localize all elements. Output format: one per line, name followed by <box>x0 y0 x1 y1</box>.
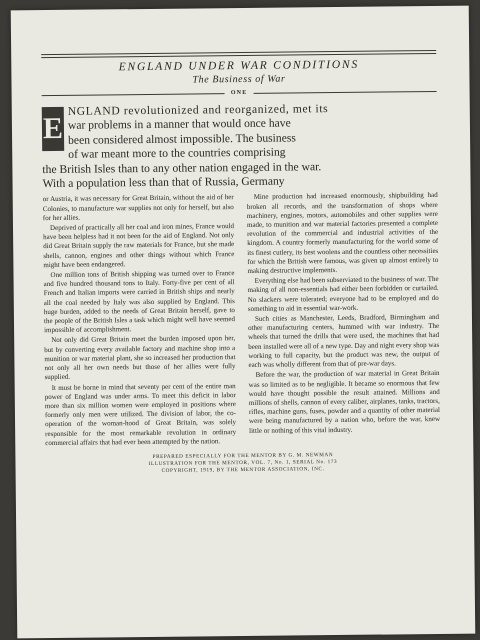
intro-line-3: been considered almost impossible. The business <box>68 131 296 147</box>
body-columns <box>43 191 441 449</box>
footer-line-1: PREPARED ESPECIALLY FOR THE MENTOR BY G. M. NEWMAN <box>152 451 334 460</box>
page-subtitle: The Business of War <box>192 73 286 86</box>
left-paragraph: Not only did Great Britain meet the burden imposed upon her, but by converting every available factory and machine shop into a munition or war material plant, she so increased her production that not only all her own needs but those of her allies were fully supplied. <box>44 334 236 382</box>
intro-line-2: war problems in a manner that would once have <box>67 116 291 133</box>
page-footer <box>45 451 440 476</box>
left-paragraph: One million tons of British shipping was turned over to France and five hundred thousand tons to Italy. Forty-five per cent of all French and Italian imports were carried in British ships and nearly all the coal needed by Italy was also supplied by England. This huge burden, added to the needs of Great Britain herself, gave to the people of the British Isles a task which might well have seemed impossible of accomplishment. <box>43 269 236 335</box>
left-paragraph: or Austria, it was necessary for Great Britain, without the aid of her Colonies, to manufacture war supplies not only for herself, but also for her allies. <box>42 193 234 222</box>
intro-line-6: With a population less than that of Russia, Germany <box>42 174 285 191</box>
document-page <box>11 6 476 639</box>
right-column <box>247 191 441 446</box>
left-paragraph: Deprived of practically all her coal and iron mines, France would have been helpless had it not been for the aid of England. Not only did Great Britain supply the raw materials for France, but she made shells, cannon, engines and other things without which France might have been endangered. <box>43 222 235 269</box>
intro-line-5: the British Isles than to any other nation engaged in the war. <box>42 159 322 176</box>
intro-line-1: NGLAND revolutionized and reorganized, met its <box>67 102 329 118</box>
right-paragraph: Mine production had increased enormously, shipbuilding had broken all records, and the transformation of shops where machinery, engines, motors, automobiles and other supplies were made, to munition and war material factories presented a complete revolution of the commercial and industrial activities of the kingdom. A country formerly manufacturing for the world some of its finest cutlery, its best woolens and the countless other necessities for which the British were famous, was given up almost entirely to making destructive implements. <box>246 191 439 276</box>
intro-paragraph <box>42 101 438 192</box>
drop-cap: E <box>42 107 64 151</box>
section-label: ONE <box>230 89 248 97</box>
footer-line-2: ILLUSTRATION FOR THE MENTOR, VOL. 7, No. 1, SERIAL No. 173 <box>148 458 338 467</box>
separator-line-left <box>42 93 225 96</box>
page-title: ENGLAND UNDER WAR CONDITIONS <box>118 58 360 74</box>
intro-line-4: of war meant more to the countries comprising <box>68 145 286 162</box>
right-paragraph: Such cities as Manchester, Leeds, Bradford, Birmingham and other manufacturing centers, hummed with war industry. The wheels that turned the drills that were used, the machines that had been installed were all of a new type. Day and night every shop was working to full capacity, but the product was new, the output of each was wholly different from that of pre-war days. <box>248 313 440 370</box>
left-paragraph: It must be borne in mind that seventy per cent of the entire man power of England was under arms. To meet this deficit in labor more than six million women were employed in positions where formerly only men were utilized. The division of labor, the co-operation of the woman-hood of Great Britain, was solely responsible for the most remarkable revolution in ordinary commercial affairs that had ever been attempted by the nation. <box>44 381 237 447</box>
right-paragraph: Before the war, the production of war material in Great Britain was so limited as to be negligible. It became so enormous that few would have thought possible the result attained. Millions and millions of shells, cannon of every caliber, airplanes, tanks, tractors, rifles, machine guns, fuses, powder and a quantity of other material were being manufactured by a nation who, before the war, knew little or nothing of this vital industry. <box>248 369 441 435</box>
left-column <box>43 194 237 449</box>
separator-line-right <box>253 90 436 93</box>
page-content <box>41 50 440 476</box>
section-separator <box>42 88 437 98</box>
right-paragraph: Everything else had been subserviated to the business of war. The making of all non-essentials had either been forbidden or curtailed. No slackers were tolerated; everyone had to be employed and do something to aid in essential war-work. <box>247 275 439 313</box>
footer-line-3: COPYRIGHT, 1919, BY THE MENTOR ASSOCIATION, INC. <box>161 466 325 474</box>
